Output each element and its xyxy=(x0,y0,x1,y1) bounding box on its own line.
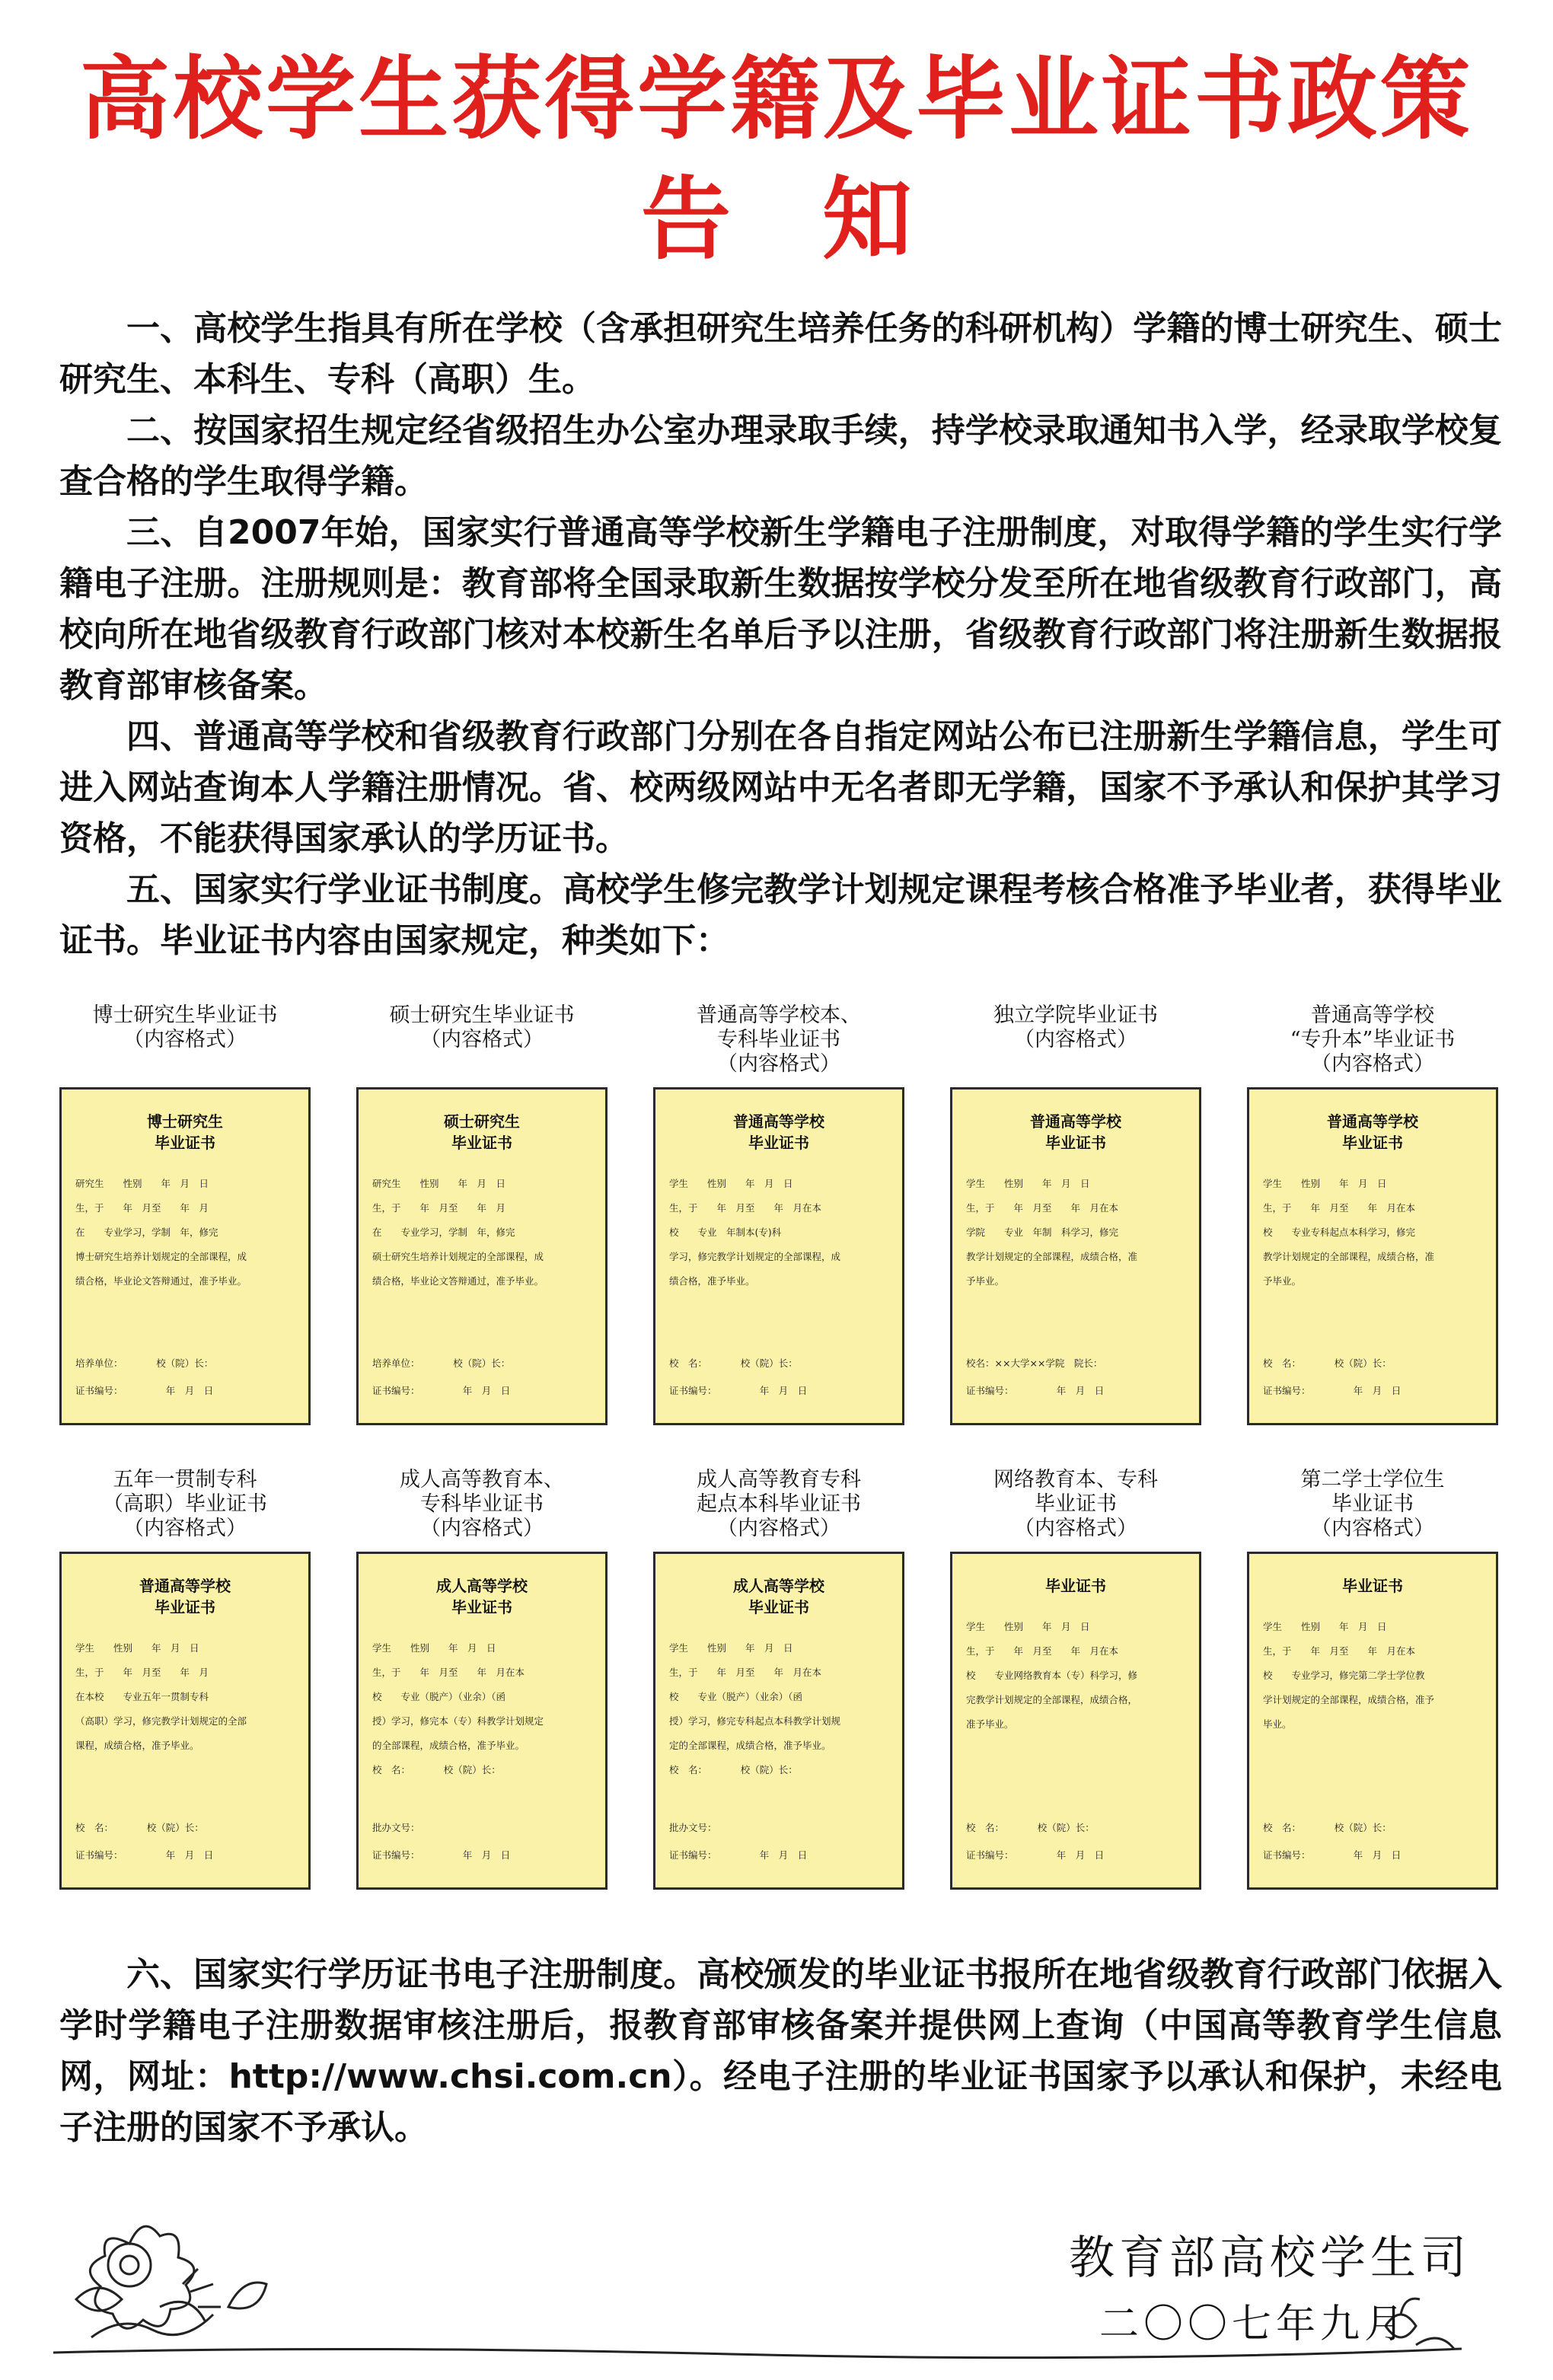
certificate-card-line: 校 专业专科起点本科学习，修完 xyxy=(1263,1227,1416,1238)
certificate-card-line: 校 专业（脱产）（业余）（函 xyxy=(372,1691,506,1702)
certificate-card-title: 毕业证书 xyxy=(748,1134,809,1152)
certificate-card-line: 在本校 专业五年一贯制专科 xyxy=(75,1691,209,1702)
certificate-card-header xyxy=(669,1575,888,1618)
certificate-caption-line: （内容格式） xyxy=(123,1028,247,1051)
certificate-card-line: 生，于 年 月至 年 月 xyxy=(75,1667,209,1678)
certificate-caption-line: （内容格式） xyxy=(1311,1517,1434,1540)
certificate-caption-line: （内容格式） xyxy=(717,1052,840,1076)
certificate-card-line: 在 专业学习，学制 年，修完 xyxy=(372,1227,515,1238)
certificate-caption-line: （内容格式） xyxy=(1014,1028,1137,1051)
certificate-sample xyxy=(950,1468,1201,1861)
certificate-sample xyxy=(59,1003,311,1396)
certificate-sample xyxy=(59,1468,311,1861)
certificate-caption-line: “专升本”毕业证书 xyxy=(1290,1028,1456,1051)
certificate-caption-line: 专科毕业证书 xyxy=(420,1492,544,1516)
certificate-caption-line: （内容格式） xyxy=(420,1028,544,1051)
main-title: 高校学生获得学籍及毕业证书政策 xyxy=(79,46,1473,152)
certificate-card-line: 绩合格，准予毕业。 xyxy=(669,1275,755,1287)
certificate-card-title: 毕业证书 xyxy=(1045,1134,1106,1152)
paragraph-6: 六、国家实行学历证书电子注册制度。高校颁发的毕业证书报所在地省级教育行政部门依据入学时学籍电子注册数据审核注册后，报教育部审核备案并提供网上查询（中国高等教育学生信息网，网址：http://www.chsi.com.cn）。经电子注册的毕业证书国家予以承认和保护，未经电子注册的国家不予承认。 xyxy=(59,1955,1502,2147)
certificate-card-title: 博士研究生 xyxy=(147,1112,223,1131)
certificate-card xyxy=(356,1552,607,1890)
sub-title: 告知 xyxy=(640,166,1003,272)
certificate-sample xyxy=(1247,1003,1498,1396)
certificate-card-line: 博士研究生培养计划规定的全部课程，成 xyxy=(75,1251,247,1262)
certificate-caption-line: 第二学士学位生 xyxy=(1300,1468,1445,1491)
certificate-caption-line: 起点本科毕业证书 xyxy=(697,1492,861,1516)
certificate-card-line: 教学计划规定的全部课程，成绩合格，准 xyxy=(1263,1251,1435,1262)
certificate-card-line: 学生 性别 年 月 日 xyxy=(1263,1178,1387,1189)
certificate-card-footer xyxy=(669,1814,888,1869)
paragraph-5: 五、国家实行学业证书制度。高校学生修完教学计划规定课程考核合格准予毕业者，获得毕业证书。毕业证书内容由国家规定，种类如下： xyxy=(59,870,1502,960)
certificate-card-body xyxy=(75,1172,295,1294)
certificate-caption-line: 独立学院毕业证书 xyxy=(993,1003,1158,1027)
certificate-card-body xyxy=(669,1172,888,1294)
certificate-caption-line: （内容格式） xyxy=(1014,1517,1137,1540)
issuer-name: 教育部高校学生司 xyxy=(1069,2232,1471,2285)
certificate-card-title: 毕业证书 xyxy=(155,1598,215,1616)
certificate-card-header xyxy=(966,1111,1185,1153)
certificate-card-title: 毕业证书 xyxy=(451,1598,512,1616)
certificate-card-title: 毕业证书 xyxy=(451,1134,512,1152)
certificate-card-body xyxy=(1263,1615,1482,1737)
certificate-caption xyxy=(1247,1468,1498,1544)
certificate-card-header xyxy=(1263,1575,1482,1597)
certificate-card-title: 毕业证书 xyxy=(1045,1577,1106,1595)
certificate-card-title: 普通高等学校 xyxy=(1327,1112,1418,1131)
certificate-card-footer-line: 培养单位： 校（院）长： xyxy=(372,1357,511,1369)
certificate-card-line: 生，于 年 月至 年 月在本 xyxy=(669,1667,822,1678)
policy-paragraphs-top xyxy=(59,303,1502,966)
certificate-card-footer-line: 证书编号： 年 月 日 xyxy=(75,1385,214,1396)
certificate-sample xyxy=(653,1468,904,1861)
certificate-caption xyxy=(653,1003,904,1080)
certificate-caption xyxy=(59,1003,311,1080)
certificate-card-body xyxy=(1263,1172,1482,1294)
certificate-card-line: 校 专业学习，修完第二学士学位教 xyxy=(1263,1670,1425,1681)
certificate-card-footer-line: 证书编号： 年 月 日 xyxy=(75,1849,214,1861)
certificate-card-line: 学计划规定的全部课程，成绩合格，准予 xyxy=(1263,1694,1435,1705)
certificate-caption xyxy=(356,1468,607,1544)
certificate-card-footer-line: 培养单位： 校（院）长： xyxy=(75,1357,214,1369)
certificate-caption-line: 五年一贯制专科 xyxy=(113,1468,257,1491)
policy-paragraph-bottom xyxy=(59,1949,1502,2153)
certificate-card-line: 生，于 年 月至 年 月在本 xyxy=(669,1202,822,1214)
certificate-caption-line: 成人高等教育专科 xyxy=(697,1468,861,1491)
certificate-card xyxy=(1247,1552,1498,1890)
certificate-caption-line: （内容格式） xyxy=(123,1517,247,1540)
certificate-card xyxy=(950,1552,1201,1890)
certificate-card-line: 在 专业学习，学制 年，修完 xyxy=(75,1227,218,1238)
certificate-card-footer-line: 证书编号： 年 月 日 xyxy=(372,1385,511,1396)
paragraph-1: 一、高校学生指具有所在学校（含承担研究生培养任务的科研机构）学籍的博士研究生、硕士研究生、本科生、专科（高职）生。 xyxy=(59,309,1502,399)
certificate-card-body xyxy=(372,1636,592,1782)
certificate-card-title: 毕业证书 xyxy=(1342,1577,1403,1595)
certificate-caption-line: 普通高等学校本、 xyxy=(697,1003,861,1027)
certificate-sample xyxy=(1247,1468,1498,1861)
certificate-card-line: 校 专业（脱产）（业余）（函 xyxy=(669,1691,803,1702)
certificate-caption xyxy=(59,1468,311,1544)
certificate-card-title: 硕士研究生 xyxy=(444,1112,520,1131)
certificate-card-footer-line: 证书编号： 年 月 日 xyxy=(1263,1385,1402,1396)
certificate-caption xyxy=(1247,1003,1498,1080)
certificate-sample xyxy=(356,1003,607,1396)
paragraph-4: 四、普通高等学校和省级教育行政部门分别在各自指定网站公布已注册新生学籍信息，学生可进入网站查询本人学籍注册情况。省、校两级网站中无名者即无学籍，国家不予承认和保护其学习资格，不能获得国家承认的学历证书。 xyxy=(59,717,1502,858)
certificate-card-header xyxy=(372,1575,592,1618)
certificate-sample xyxy=(356,1468,607,1861)
certificate-card-title: 成人高等学校 xyxy=(436,1577,528,1595)
paragraph-3: 三、自2007年始，国家实行普通高等学校新生学籍电子注册制度，对取得学籍的学生实行学籍电子注册。注册规则是：教育部将全国录取新生数据按学校分发至所在地省级教育行政部门，高校向所在地省级教育行政部门核对本校新生名单后予以注册，省级教育行政部门将注册新生数据报教育部审核备案。 xyxy=(59,513,1502,705)
certificate-caption-line: （内容格式） xyxy=(420,1517,544,1540)
certificate-card-line: 予毕业。 xyxy=(1263,1275,1302,1287)
certificate-caption-line: （内容格式） xyxy=(717,1517,840,1540)
certificate-card-line: 校 名： 校（院）长： xyxy=(669,1764,798,1775)
certificate-card-line: 的全部课程，成绩合格，准予毕业。 xyxy=(372,1740,525,1751)
certificate-caption-line: 硕士研究生毕业证书 xyxy=(389,1003,575,1027)
certificate-card-body xyxy=(966,1172,1185,1294)
certificate-caption-line: （高职）毕业证书 xyxy=(103,1492,267,1516)
certificate-card-line: 学生 性别 年 月 日 xyxy=(966,1621,1090,1632)
certificate-card xyxy=(59,1552,311,1890)
certificate-card-line: 生，于 年 月至 年 月 xyxy=(75,1202,209,1214)
certificate-card-line: 准予毕业。 xyxy=(966,1718,1014,1730)
certificate-card-header xyxy=(669,1111,888,1153)
certificate-caption xyxy=(950,1003,1201,1080)
certificate-card-line: 绩合格，毕业论文答辩通过，准予毕业。 xyxy=(75,1275,247,1287)
certificate-card-footer-line: 校 名： 校（院）长： xyxy=(75,1822,204,1833)
certificate-card xyxy=(653,1552,904,1890)
certificate-card-line: 校 专业 年制本(专)科 xyxy=(669,1227,782,1238)
certificate-card-header xyxy=(1263,1111,1482,1153)
certificate-card xyxy=(950,1087,1201,1425)
certificate-card xyxy=(1247,1087,1498,1425)
certificate-card xyxy=(59,1087,311,1425)
certificate-card-line: 校 专业网络教育本（专）科学习，修 xyxy=(966,1670,1138,1681)
certificate-card-footer-line: 校名：××大学××学院 院长： xyxy=(966,1357,1103,1369)
certificate-card-line: 生，于 年 月至 年 月 xyxy=(372,1202,506,1214)
certificate-card-line: 完教学计划规定的全部课程，成绩合格， xyxy=(966,1694,1138,1705)
certificate-caption-line: （内容格式） xyxy=(1311,1052,1434,1076)
certificate-caption xyxy=(950,1468,1201,1544)
certificate-sample xyxy=(653,1003,904,1396)
certificate-card-footer-line: 证书编号： 年 月 日 xyxy=(966,1849,1105,1861)
certificate-card-line: 学生 性别 年 月 日 xyxy=(669,1642,793,1654)
certificate-card-body xyxy=(669,1636,888,1782)
certificate-card-line: 硕士研究生培养计划规定的全部课程，成 xyxy=(372,1251,544,1262)
certificate-card-header xyxy=(966,1575,1185,1597)
certificate-card-line: 生，于 年 月至 年 月在本 xyxy=(966,1645,1119,1657)
certificate-card-footer-line: 证书编号： 年 月 日 xyxy=(1263,1849,1402,1861)
certificate-card-body xyxy=(75,1636,295,1758)
certificate-card-title: 成人高等学校 xyxy=(733,1577,824,1595)
paragraph-2: 二、按国家招生规定经省级招生办公室办理录取手续，持学校录取通知书入学，经录取学校复查合格的学生取得学籍。 xyxy=(59,411,1502,501)
certificate-caption xyxy=(356,1003,607,1080)
certificate-caption-line: 网络教育本、专科 xyxy=(993,1468,1158,1491)
certificate-card-line: 授）学习，修完专科起点本科教学计划规 xyxy=(669,1715,841,1727)
certificate-card-line: 学院 专业 年制 科学习，修完 xyxy=(966,1227,1119,1238)
certificate-card-line: 学生 性别 年 月 日 xyxy=(1263,1621,1387,1632)
certificate-card-footer xyxy=(966,1814,1185,1869)
certificate-card-title: 普通高等学校 xyxy=(733,1112,824,1131)
certificate-card-footer xyxy=(669,1350,888,1405)
certificate-card-footer xyxy=(1263,1350,1482,1405)
certificate-card-line: 学生 性别 年 月 日 xyxy=(75,1642,199,1654)
certificate-card-body xyxy=(372,1172,592,1294)
certificate-card-footer xyxy=(75,1350,295,1405)
certificate-card-footer-line: 批办文号： xyxy=(669,1822,717,1833)
certificate-card-footer-line: 批办文号： xyxy=(372,1822,420,1833)
certificate-card-line: 生，于 年 月至 年 月在本 xyxy=(1263,1202,1416,1214)
certificate-card-title: 毕业证书 xyxy=(155,1134,215,1152)
certificate-card-header xyxy=(75,1575,295,1618)
certificate-card-line: 学生 性别 年 月 日 xyxy=(966,1178,1090,1189)
certificate-card-line: 绩合格，毕业论文答辩通过，准予毕业。 xyxy=(372,1275,544,1287)
certificate-card-footer xyxy=(372,1814,592,1869)
certificate-card-line: 授）学习，修完本（专）科教学计划规定 xyxy=(372,1715,544,1727)
certificate-caption-line: 专科毕业证书 xyxy=(717,1028,840,1051)
certificate-caption-line: 博士研究生毕业证书 xyxy=(92,1003,278,1027)
certificate-card-footer-line: 校 名： 校（院）长： xyxy=(966,1822,1095,1833)
certificate-card-line: 研究生 性别 年 月 日 xyxy=(372,1178,506,1189)
certificate-card-body xyxy=(966,1615,1185,1737)
issue-date: 二〇〇七年九月 xyxy=(1099,2302,1408,2347)
certificate-card-footer-line: 校 名： 校（院）长： xyxy=(669,1357,798,1369)
certificate-card-footer-line: 证书编号： 年 月 日 xyxy=(372,1849,511,1861)
certificate-card-footer xyxy=(75,1814,295,1869)
certificate-card-footer xyxy=(966,1350,1185,1405)
certificate-caption-line: 毕业证书 xyxy=(1035,1492,1117,1516)
certificate-card-footer-line: 证书编号： 年 月 日 xyxy=(966,1385,1105,1396)
certificate-card-header xyxy=(75,1111,295,1153)
certificate-card-line: 生，于 年 月至 年 月在本 xyxy=(966,1202,1119,1214)
certificate-card-title: 毕业证书 xyxy=(748,1598,809,1616)
certificate-caption-line: 毕业证书 xyxy=(1331,1492,1414,1516)
certificate-card-line: 学习，修完教学计划规定的全部课程，成 xyxy=(669,1251,841,1262)
certificate-card-line: 学生 性别 年 月 日 xyxy=(669,1178,793,1189)
certificate-card-line: 毕业。 xyxy=(1263,1718,1292,1730)
certificate-card-footer-line: 校 名： 校（院）长： xyxy=(1263,1822,1392,1833)
certificate-card-line: 研究生 性别 年 月 日 xyxy=(75,1178,209,1189)
certificate-card-line: 学生 性别 年 月 日 xyxy=(372,1642,496,1654)
certificate-card-line: 定的全部课程，成绩合格，准予毕业。 xyxy=(669,1740,831,1751)
certificate-card-footer xyxy=(372,1350,592,1405)
certificate-card-footer-line: 证书编号： 年 月 日 xyxy=(669,1385,808,1396)
certificate-caption-line: 成人高等教育本、 xyxy=(400,1468,564,1491)
certificate-card-title: 普通高等学校 xyxy=(1030,1112,1121,1131)
certificate-sample xyxy=(950,1003,1201,1396)
certificate-caption-line: 普通高等学校 xyxy=(1311,1003,1434,1027)
certificate-card-line: 生，于 年 月至 年 月在本 xyxy=(372,1667,525,1678)
certificate-card-line: 课程，成绩合格，准予毕业。 xyxy=(75,1740,199,1751)
certificate-card-line: 教学计划规定的全部课程，成绩合格，准 xyxy=(966,1251,1138,1262)
certificate-card-footer-line: 校 名： 校（院）长： xyxy=(1263,1357,1392,1369)
certificate-card xyxy=(653,1087,904,1425)
certificate-card-footer xyxy=(1263,1814,1482,1869)
certificate-card-header xyxy=(372,1111,592,1153)
certificate-card-footer-line: 证书编号： 年 月 日 xyxy=(669,1849,808,1861)
certificate-caption xyxy=(653,1468,904,1544)
certificate-card-title: 毕业证书 xyxy=(1342,1134,1403,1152)
certificate-card-line: （高职）学习，修完教学计划规定的全部 xyxy=(75,1715,247,1727)
certificate-card-line: 校 名： 校（院）长： xyxy=(372,1764,501,1775)
certificate-card-title: 普通高等学校 xyxy=(139,1577,231,1595)
certificate-card-line: 生，于 年 月至 年 月在本 xyxy=(1263,1645,1416,1657)
certificate-card-line: 予毕业。 xyxy=(966,1275,1005,1287)
certificate-card xyxy=(356,1087,607,1425)
